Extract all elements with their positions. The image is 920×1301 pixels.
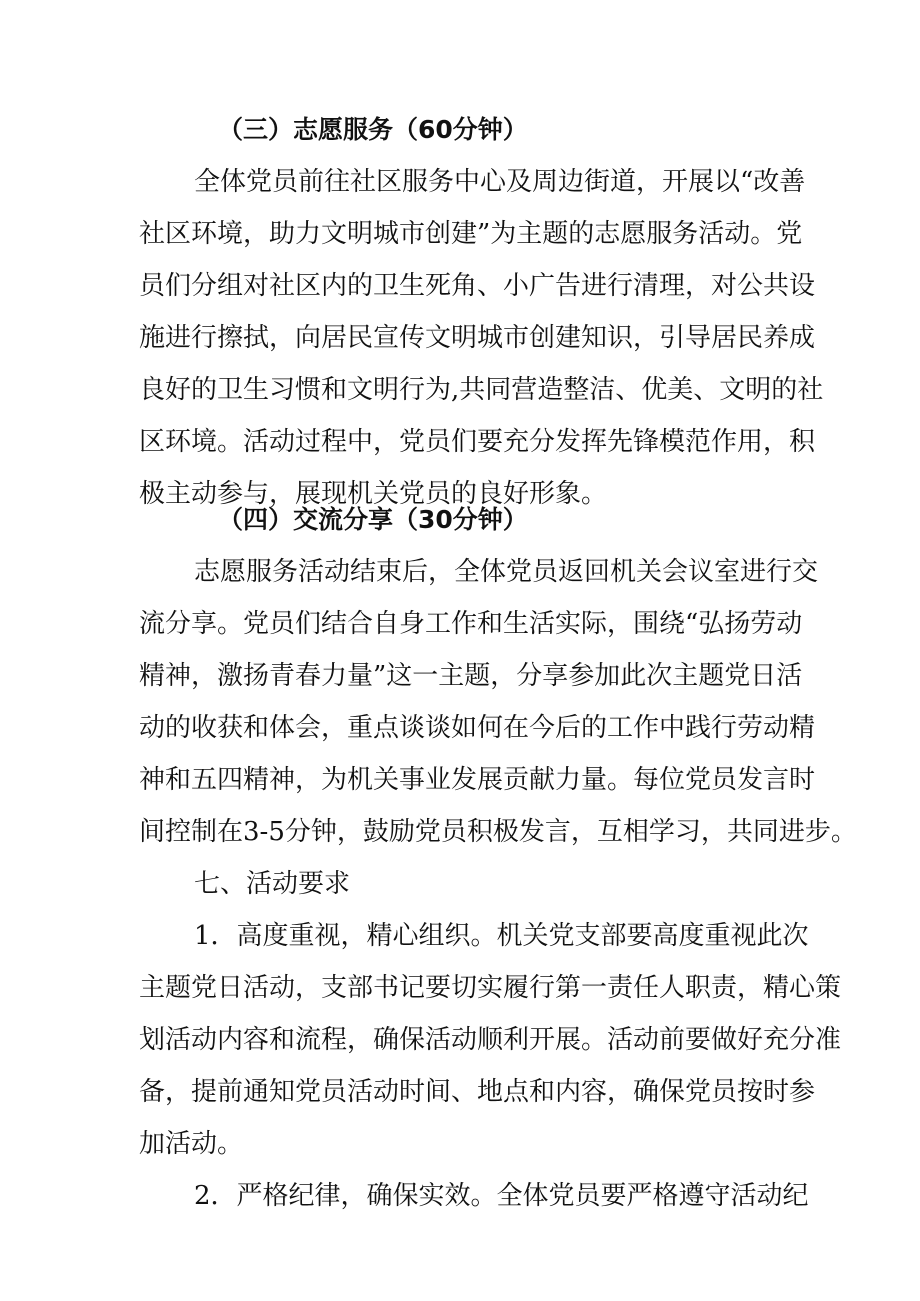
paragraph-line: 动的收获和体会，重点谈谈如何在今后的工作中践行劳动精 [139,713,816,743]
list-item-line: 备，提前通知党员活动时间、地点和内容，确保党员按时参 [139,1077,816,1107]
paragraph-line: 精神，激扬青春力量”这一主题，分享参加此次主题党日活 [139,661,803,691]
paragraph-line: 志愿服务活动结束后，全体党员返回机关会议室进行交 [194,557,819,587]
list-item-line: 划活动内容和流程，确保活动顺利开展。活动前要做好充分准 [139,1025,842,1055]
paragraph-line: 极主动参与，展现机关党员的良好形象。 [139,479,608,509]
paragraph-line: 良好的卫生习惯和文明行为,共同营造整洁、优美、文明的社 [139,375,824,405]
paragraph-line: 神和五四精神，为机关事业发展贡献力量。每位党员发言时 [139,765,816,795]
section-3-heading: （三）志愿服务（60分钟） [218,115,528,144]
paragraph-line: 间控制在3-5分钟，鼓励党员积极发言，互相学习，共同进步。 [139,817,857,847]
paragraph-line: 员们分组对社区内的卫生死角、小广告进行清理，对公共设 [139,271,816,301]
paragraph-line: 施进行擦拭，向居民宣传文明城市创建知识，引导居民养成 [139,323,816,353]
list-item-line: 主题党日活动，支部书记要切实履行第一责任人职责，精心策 [139,973,842,1003]
list-item-line: 加活动。 [139,1129,244,1159]
list-item-line: 2．严格纪律，确保实效。全体党员要严格遵守活动纪 [194,1181,809,1211]
paragraph-line: 全体党员前往社区服务中心及周边街道，开展以“改善 [194,167,806,197]
paragraph-line: 区环境。活动过程中，党员们要充分发挥先锋模范作用，积 [139,427,816,457]
section-4-heading: （四）交流分享（30分钟） [218,505,528,534]
section-7-heading: 七、活动要求 [194,869,351,899]
paragraph-line: 流分享。党员们结合自身工作和生活实际，围绕“弘扬劳动 [139,609,803,639]
paragraph-line: 社区环境，助力文明城市创建”为主题的志愿服务活动。党 [139,219,803,249]
list-item-line: 1．高度重视，精心组织。机关党支部要高度重视此次 [194,921,809,951]
